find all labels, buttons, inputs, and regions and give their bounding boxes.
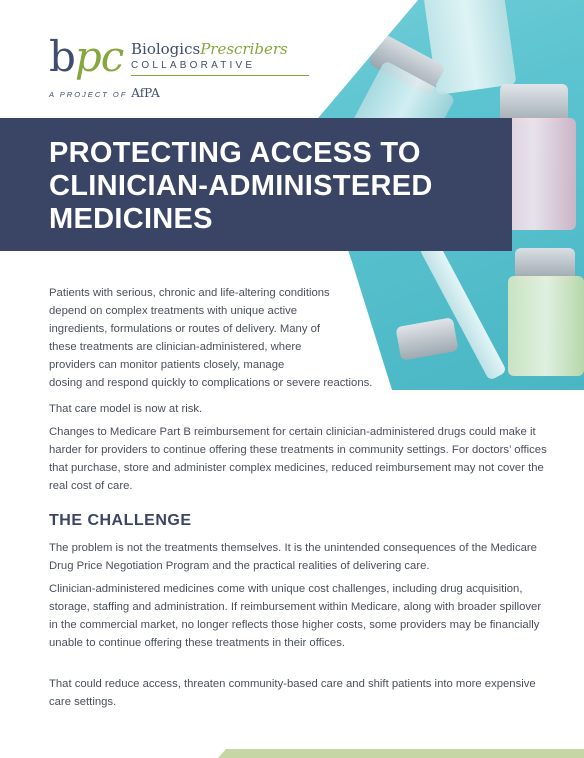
intro-text-b: dosing and respond quickly to complications or severe reactions. [49,377,373,389]
challenge-paragraph-1: The problem is not the treatments themselves. It is the unintended consequences of the Medicare Drug Price Negotiation Program and the practical realities of delivering care. [49,542,537,572]
logo-name-part2: Prescribers [200,40,288,58]
vial-bottom-cap [395,317,458,361]
logo-tagline [49,86,160,100]
intro-text-a: Patients with serious, chronic and life-altering conditions depend on complex treatments with unique active ingredients, formulations or routes of delivery. Many of these treatments are clinician-administered, where providers can monitor patients closely, manage [49,287,330,371]
intro-paragraph [49,284,373,392]
challenge-paragraph-2: Clinician-administered medicines come with unique cost challenges, including drug acquisition, storage, staffing and administration. If reimbursement within Medicare, along with broader spillover in the commercial market, no longer reflects those higher costs, some providers may be financially unable to continue offering these treatments in their offices. [49,583,542,649]
hero-title-band [0,118,512,251]
challenge-paragraph-3: That could reduce access, threaten community-based care and shift patients into more expensive care settings. [49,678,536,708]
vial-pink-cap [500,84,568,122]
changes-paragraph: Changes to Medicare Part B reimbursement for certain clinician-administered drugs could make it harder for providers to continue offering these treatments in community settings. For doctors’ offices that purchase, store and administer complex medicines, reduced reimbursement may not cover the real cost of care. [49,426,547,492]
vial-green [508,276,584,376]
logo-mark [49,32,124,81]
page-title: PROTECTING ACCESS TO CLINICIAN-ADMINISTERED MEDICINES [49,137,433,235]
logo-name [131,40,288,58]
challenge-heading: THE CHALLENGE [49,512,192,529]
bpc-logo [49,32,309,100]
afpa-logo: AfPA [131,86,160,100]
logo-mark-b: b [49,32,75,81]
logo-mark-pc: pc [74,32,124,81]
logo-collaborative: COLLABORATIVE [131,60,256,71]
logo-project-of: A PROJECT OF [49,90,128,99]
risk-paragraph: That care model is now at risk. [49,403,203,415]
logo-name-part1: Biologics [131,40,201,58]
footer-accent-bar [218,749,584,758]
syringe [419,239,507,381]
